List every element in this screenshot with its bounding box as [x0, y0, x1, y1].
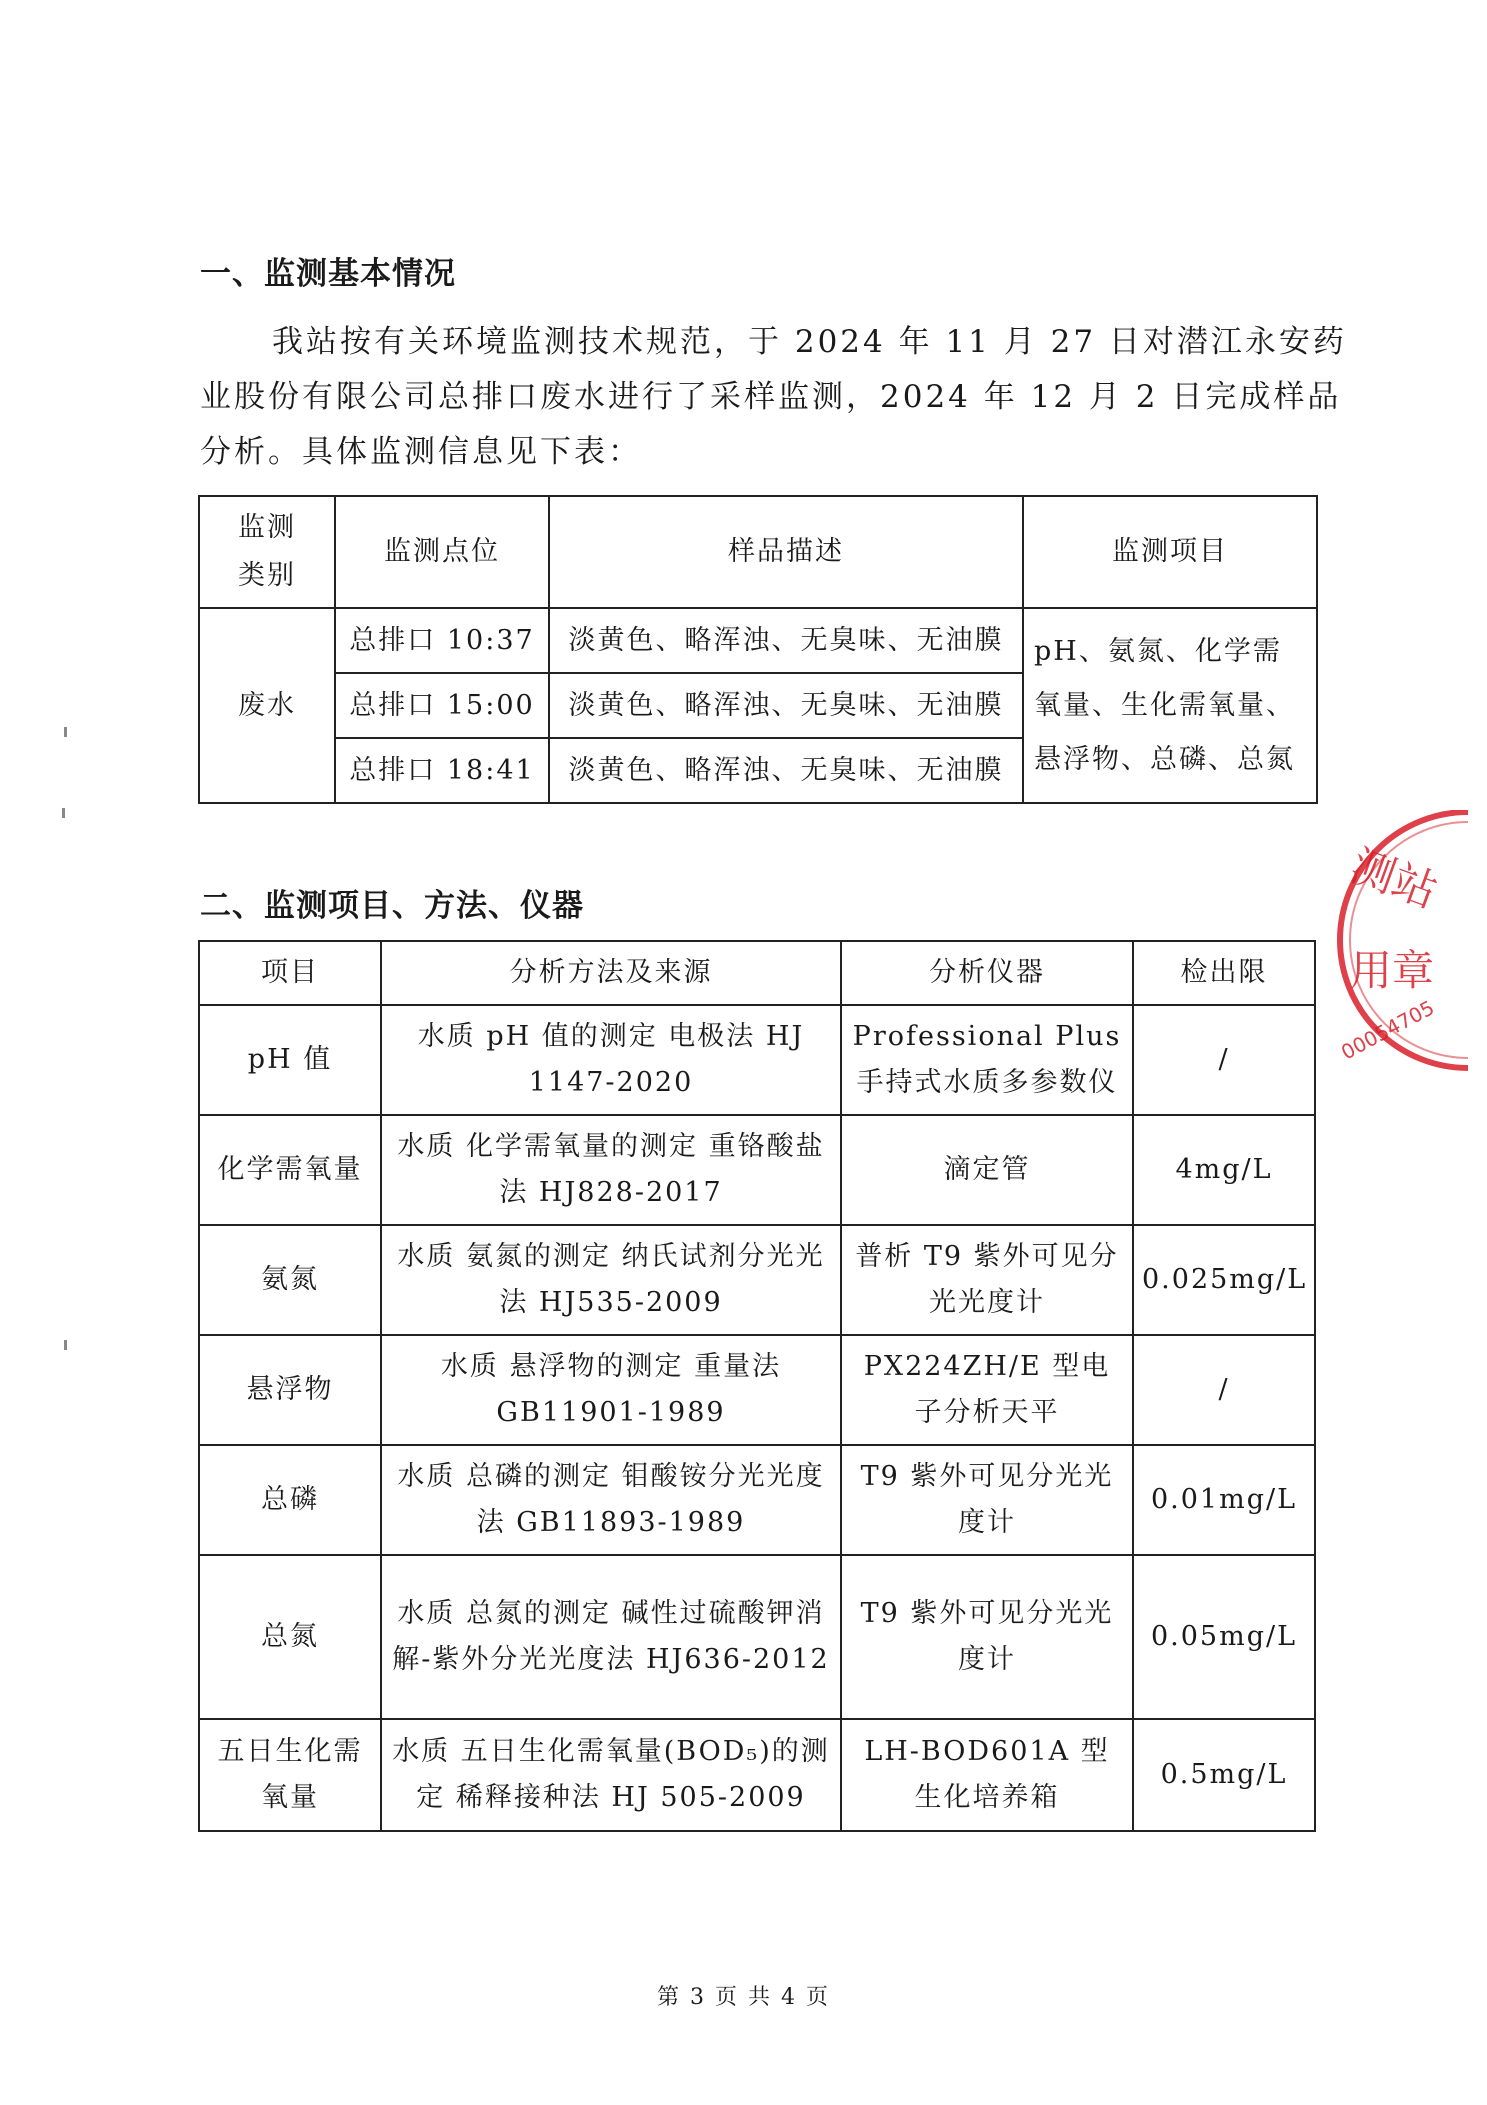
method-cell: 水质 化学需氧量的测定 重铬酸盐法 HJ828-2017: [381, 1115, 841, 1225]
intro-line-1: 我站按有关环境监测技术规范，于 2024 年 11 月 27 日对潜江永安药: [272, 324, 1347, 360]
intro-line-2: 业股份有限公司总排口废水进行了采样监测，2024 年 12 月 2 日完成样品: [200, 379, 1342, 415]
instrument-cell: Professional Plus 手持式水质多参数仪: [841, 1005, 1133, 1115]
description-cell: 淡黄色、略浑浊、无臭味、无油膜: [549, 673, 1023, 738]
limit-cell: 0.01mg/L: [1133, 1445, 1315, 1555]
instrument-cell: 滴定管: [841, 1115, 1133, 1225]
intro-line-3: 分析。具体监测信息见下表：: [200, 434, 642, 470]
item-cell: 总磷: [199, 1445, 381, 1555]
section-2-heading: 二、监测项目、方法、仪器: [200, 888, 584, 924]
monitoring-info-table: [198, 495, 1318, 804]
page-footer: 第 3 页 共 4 页: [657, 1985, 830, 2010]
svg-text:00054705: 00054705: [1337, 995, 1439, 1065]
table-row: [199, 1335, 1315, 1445]
table-row: [199, 1445, 1315, 1555]
item-cell: 氨氮: [199, 1225, 381, 1335]
point-cell: 总排口 10:37: [335, 608, 549, 673]
method-cell: 水质 悬浮物的测定 重量法 GB11901-1989: [381, 1335, 841, 1445]
header-item: 项目: [199, 941, 381, 1005]
item-cell: 悬浮物: [199, 1335, 381, 1445]
category-cell: 废水: [199, 608, 335, 803]
scan-mark: [62, 808, 65, 818]
table-row: [199, 1719, 1315, 1831]
description-cell: 淡黄色、略浑浊、无臭味、无油膜: [549, 738, 1023, 803]
header-description: 样品描述: [549, 496, 1023, 608]
item-cell: 化学需氧量: [199, 1115, 381, 1225]
scan-mark: [64, 1340, 67, 1350]
svg-text:测站: 测站: [1343, 840, 1444, 919]
table-row: [199, 1115, 1315, 1225]
seal-stamp-icon: [1318, 810, 1468, 1080]
limit-cell: 0.025mg/L: [1133, 1225, 1315, 1335]
header-category: 监测类别: [199, 496, 335, 608]
limit-cell: 4mg/L: [1133, 1115, 1315, 1225]
method-cell: 水质 五日生化需氧量(BOD₅)的测定 稀释接种法 HJ 505-2009: [381, 1719, 841, 1831]
section-1-heading: 一、监测基本情况: [200, 256, 456, 292]
official-seal: [1318, 810, 1468, 1080]
header-method: 分析方法及来源: [381, 941, 841, 1005]
method-cell: 水质 氨氮的测定 纳氏试剂分光光法 HJ535-2009: [381, 1225, 841, 1335]
items-cell: pH、氨氮、化学需氧量、生化需氧量、悬浮物、总磷、总氮: [1023, 608, 1317, 803]
method-cell: 水质 总磷的测定 钼酸铵分光光度法 GB11893-1989: [381, 1445, 841, 1555]
limit-cell: 0.05mg/L: [1133, 1555, 1315, 1719]
intro-paragraph: [200, 315, 1347, 480]
instrument-cell: T9 紫外可见分光光度计: [841, 1555, 1133, 1719]
table-row: [199, 1555, 1315, 1719]
point-cell: 总排口 18:41: [335, 738, 549, 803]
instrument-cell: PX224ZH/E 型电子分析天平: [841, 1335, 1133, 1445]
limit-cell: 0.5mg/L: [1133, 1719, 1315, 1831]
method-cell: 水质 pH 值的测定 电极法 HJ 1147-2020: [381, 1005, 841, 1115]
table-row: [199, 1005, 1315, 1115]
instrument-cell: LH-BOD601A 型生化培养箱: [841, 1719, 1133, 1831]
point-cell: 总排口 15:00: [335, 673, 549, 738]
description-cell: 淡黄色、略浑浊、无臭味、无油膜: [549, 608, 1023, 673]
header-instrument: 分析仪器: [841, 941, 1133, 1005]
limit-cell: /: [1133, 1005, 1315, 1115]
header-limit: 检出限: [1133, 941, 1315, 1005]
item-cell: 总氮: [199, 1555, 381, 1719]
methods-table: [198, 940, 1316, 1832]
method-cell: 水质 总氮的测定 碱性过硫酸钾消解-紫外分光光度法 HJ636-2012: [381, 1555, 841, 1719]
svg-text:用章: 用章: [1350, 946, 1435, 995]
scan-mark: [64, 727, 67, 737]
instrument-cell: T9 紫外可见分光光度计: [841, 1445, 1133, 1555]
item-cell: 五日生化需氧量: [199, 1719, 381, 1831]
item-cell: pH 值: [199, 1005, 381, 1115]
header-items: 监测项目: [1023, 496, 1317, 608]
instrument-cell: 普析 T9 紫外可见分光光度计: [841, 1225, 1133, 1335]
table-row: [199, 1225, 1315, 1335]
limit-cell: /: [1133, 1335, 1315, 1445]
header-point: 监测点位: [335, 496, 549, 608]
